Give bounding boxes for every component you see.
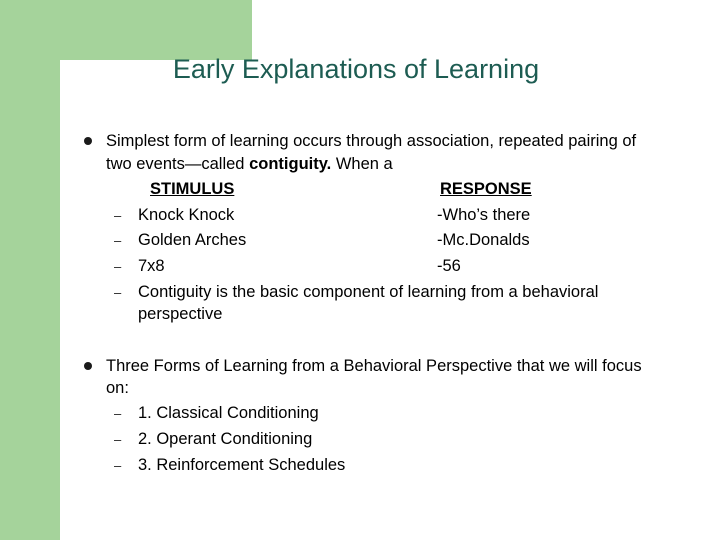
dash-marker: – (114, 406, 122, 421)
contiguity-note-line-1: Contiguity is the basic component of learning from a behavioral (138, 283, 599, 301)
contiguity-term: contiguity. (249, 155, 332, 173)
bullet-1-line-2-start: two events—called (106, 155, 250, 173)
learning-form-item: 2. Operant Conditioning (138, 430, 313, 448)
dash-marker: – (114, 259, 122, 274)
bullet-2-line-2: on: (106, 379, 129, 397)
bullet-1-line-2 (106, 154, 393, 174)
learning-form-item: 1. Classical Conditioning (138, 404, 319, 422)
bullet-2-marker (84, 362, 92, 370)
bullet-1-line-2-end: When a (331, 155, 393, 173)
dash-marker: – (114, 432, 122, 447)
response-item: -Mc.Donalds (437, 231, 530, 249)
response-header: RESPONSE (440, 180, 532, 198)
contiguity-note-line-2: perspective (138, 305, 223, 323)
bullet-1-line-1: Simplest form of learning occurs through association, repeated pairing of (106, 132, 637, 150)
dash-marker: – (114, 233, 122, 248)
response-item: -56 (437, 257, 461, 275)
dash-marker: – (114, 285, 122, 300)
learning-form-item: 3. Reinforcement Schedules (138, 456, 346, 474)
dash-marker: – (114, 458, 122, 473)
bullet-1-marker (84, 137, 92, 145)
stimulus-item: Knock Knock (138, 206, 235, 224)
response-item: -Who’s there (437, 206, 531, 224)
bullet-2-line-1: Three Forms of Learning from a Behavioral Perspective that we will focus (106, 357, 642, 375)
stimulus-item: Golden Arches (138, 231, 247, 249)
slide-title: Early Explanations of Learning (172, 54, 540, 84)
stimulus-header: STIMULUS (150, 180, 235, 198)
dash-marker: – (114, 208, 122, 223)
stimulus-item: 7x8 (138, 257, 165, 275)
